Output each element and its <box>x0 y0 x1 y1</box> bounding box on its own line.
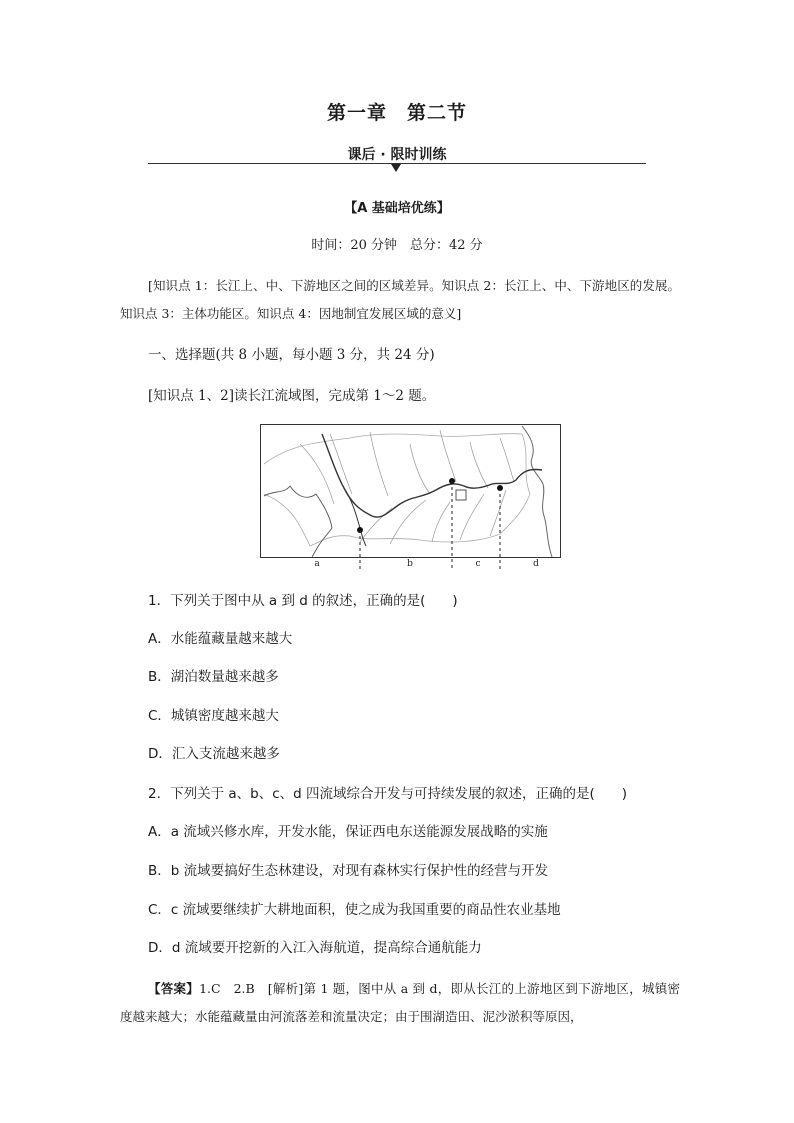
question-1-option-c: C．城镇密度越来越大 <box>148 708 279 724</box>
chapter-title: 第一章 第二节 <box>326 102 467 124</box>
answer-label: 【答案】 <box>148 981 200 996</box>
part-one-heading: 一、选择题(共 8 小题，每小题 3 分，共 24 分) <box>148 347 435 363</box>
question-2-option-a: A．a 流域兴修水库，开发水能，保证西电东送能源发展战略的实施 <box>148 824 548 840</box>
yangtze-basin-map <box>260 424 562 570</box>
map-graphic <box>260 424 562 570</box>
question-1-stem: 1．下列关于图中从 a 到 d 的叙述，正确的是( ) <box>148 593 458 609</box>
knowledge-points: [知识点 1：长江上、中、下游地区之间的区域差异。知识点 2：长江上、中、下游地区的发展。知识点 3：主体功能区。知识点 4：因地制宜发展区域的意义] <box>120 278 680 321</box>
question-2-option-c: C．c 流域要继续扩大耕地面积，使之成为我国重要的商品性农业基地 <box>148 902 561 918</box>
divider-triangle-icon <box>391 164 401 172</box>
time-and-score: 时间：20 分钟 总分：42 分 <box>311 238 483 253</box>
map-frame <box>261 425 561 558</box>
question-2-stem: 2．下列关于 a、b、c、d 四流域综合开发与可持续发展的叙述，正确的是( ) <box>148 786 628 802</box>
part-one-intro: [知识点 1、2]读长江流域图，完成第 1～2 题。 <box>148 388 436 404</box>
section-subtitle: 课后 · 限时训练 <box>347 147 447 163</box>
question-1-option-a: A．水能蕴藏量越来越大 <box>148 631 293 647</box>
practice-level-heading: 【A 基础培优练】 <box>344 201 450 216</box>
question-2-option-d: D．d 流域要开挖新的入江入海航道，提高综合通航能力 <box>148 940 482 956</box>
question-2-option-b: B．b 流域要搞好生态林建设，对现有森林实行保护性的经营与开发 <box>148 863 549 879</box>
segment-label-d: d <box>533 559 539 569</box>
question-1-option-b: B．湖泊数量越来越多 <box>148 669 279 685</box>
answer-block <box>120 975 680 1031</box>
answer-text: 1.C 2.B [解析]第 1 题，图中从 a 到 d，即从长江的上游地区到下游地区，城镇密度越来越大；水能蕴藏量由河流落差和流量决定；由于围湖造田、泥沙淤积等原因， <box>120 981 680 1024</box>
question-1-option-d: D．汇入支流越来越多 <box>148 746 280 762</box>
segment-label-b: b <box>407 559 413 569</box>
segment-label-c: c <box>475 559 481 569</box>
segment-label-a: a <box>314 559 320 569</box>
